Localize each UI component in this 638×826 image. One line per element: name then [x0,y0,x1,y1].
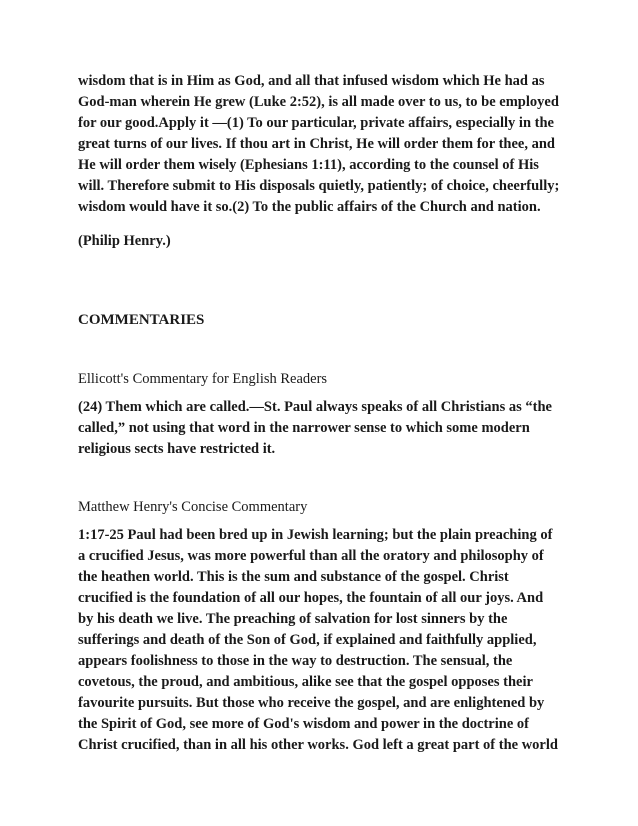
commentary-title-ellicott: Ellicott's Commentary for English Readers [78,371,328,387]
commentary-text-matthew-henry: 1:17-25 Paul had been bred up in Jewish learning; but the plain preaching of a crucified Jesus, was more powerful than all the oratory and philosophy of the heathen world. This is the sum and substance of the gospel. Christ crucified is the foundation of all our hopes, the fountain of all our joys. And by his death we live. The preaching of salvation for lost sinners by the sufferings and death of the Son of God, if explained and faithfully applied, appears foolishness to those in the way to destruction. The sensual, the covetous, the proud, and ambitious, alike see that the gospel opposes their favourite pursuits. But those who receive the gospel, and are enlightened by the Spirit of God, see more of God's wisdom and power in the doctrine of Christ crucified, than in all his other works. God left a great part of the world [78,527,558,753]
section-heading: COMMENTARIES [78,312,205,328]
commentary-text-ellicott: (24) Them which are called.—St. Paul always speaks of all Christians as “the called,” not using that word in the narrower sense to which some modern religious sects have restricted it. [78,399,552,457]
attribution: (Philip Henry.) [78,233,171,249]
opening-paragraph: wisdom that is in Him as God, and all that infused wisdom which He had as God-man wherein He grew (Luke 2:52), is all made over to us, to be employed for our good.Apply it —(1) To our particular, private affairs, especially in the great turns of our lives. If thou art in Christ, He will order them for thee, and He will order them wisely (Ephesians 1:11), according to the counsel of His will. Therefore submit to His disposals quietly, patiently; of choice, cheerfully; wisdom would have it so.(2) To the public affairs of the Church and nation. [78,73,560,215]
commentary-title-matthew-henry: Matthew Henry's Concise Commentary [78,499,308,515]
